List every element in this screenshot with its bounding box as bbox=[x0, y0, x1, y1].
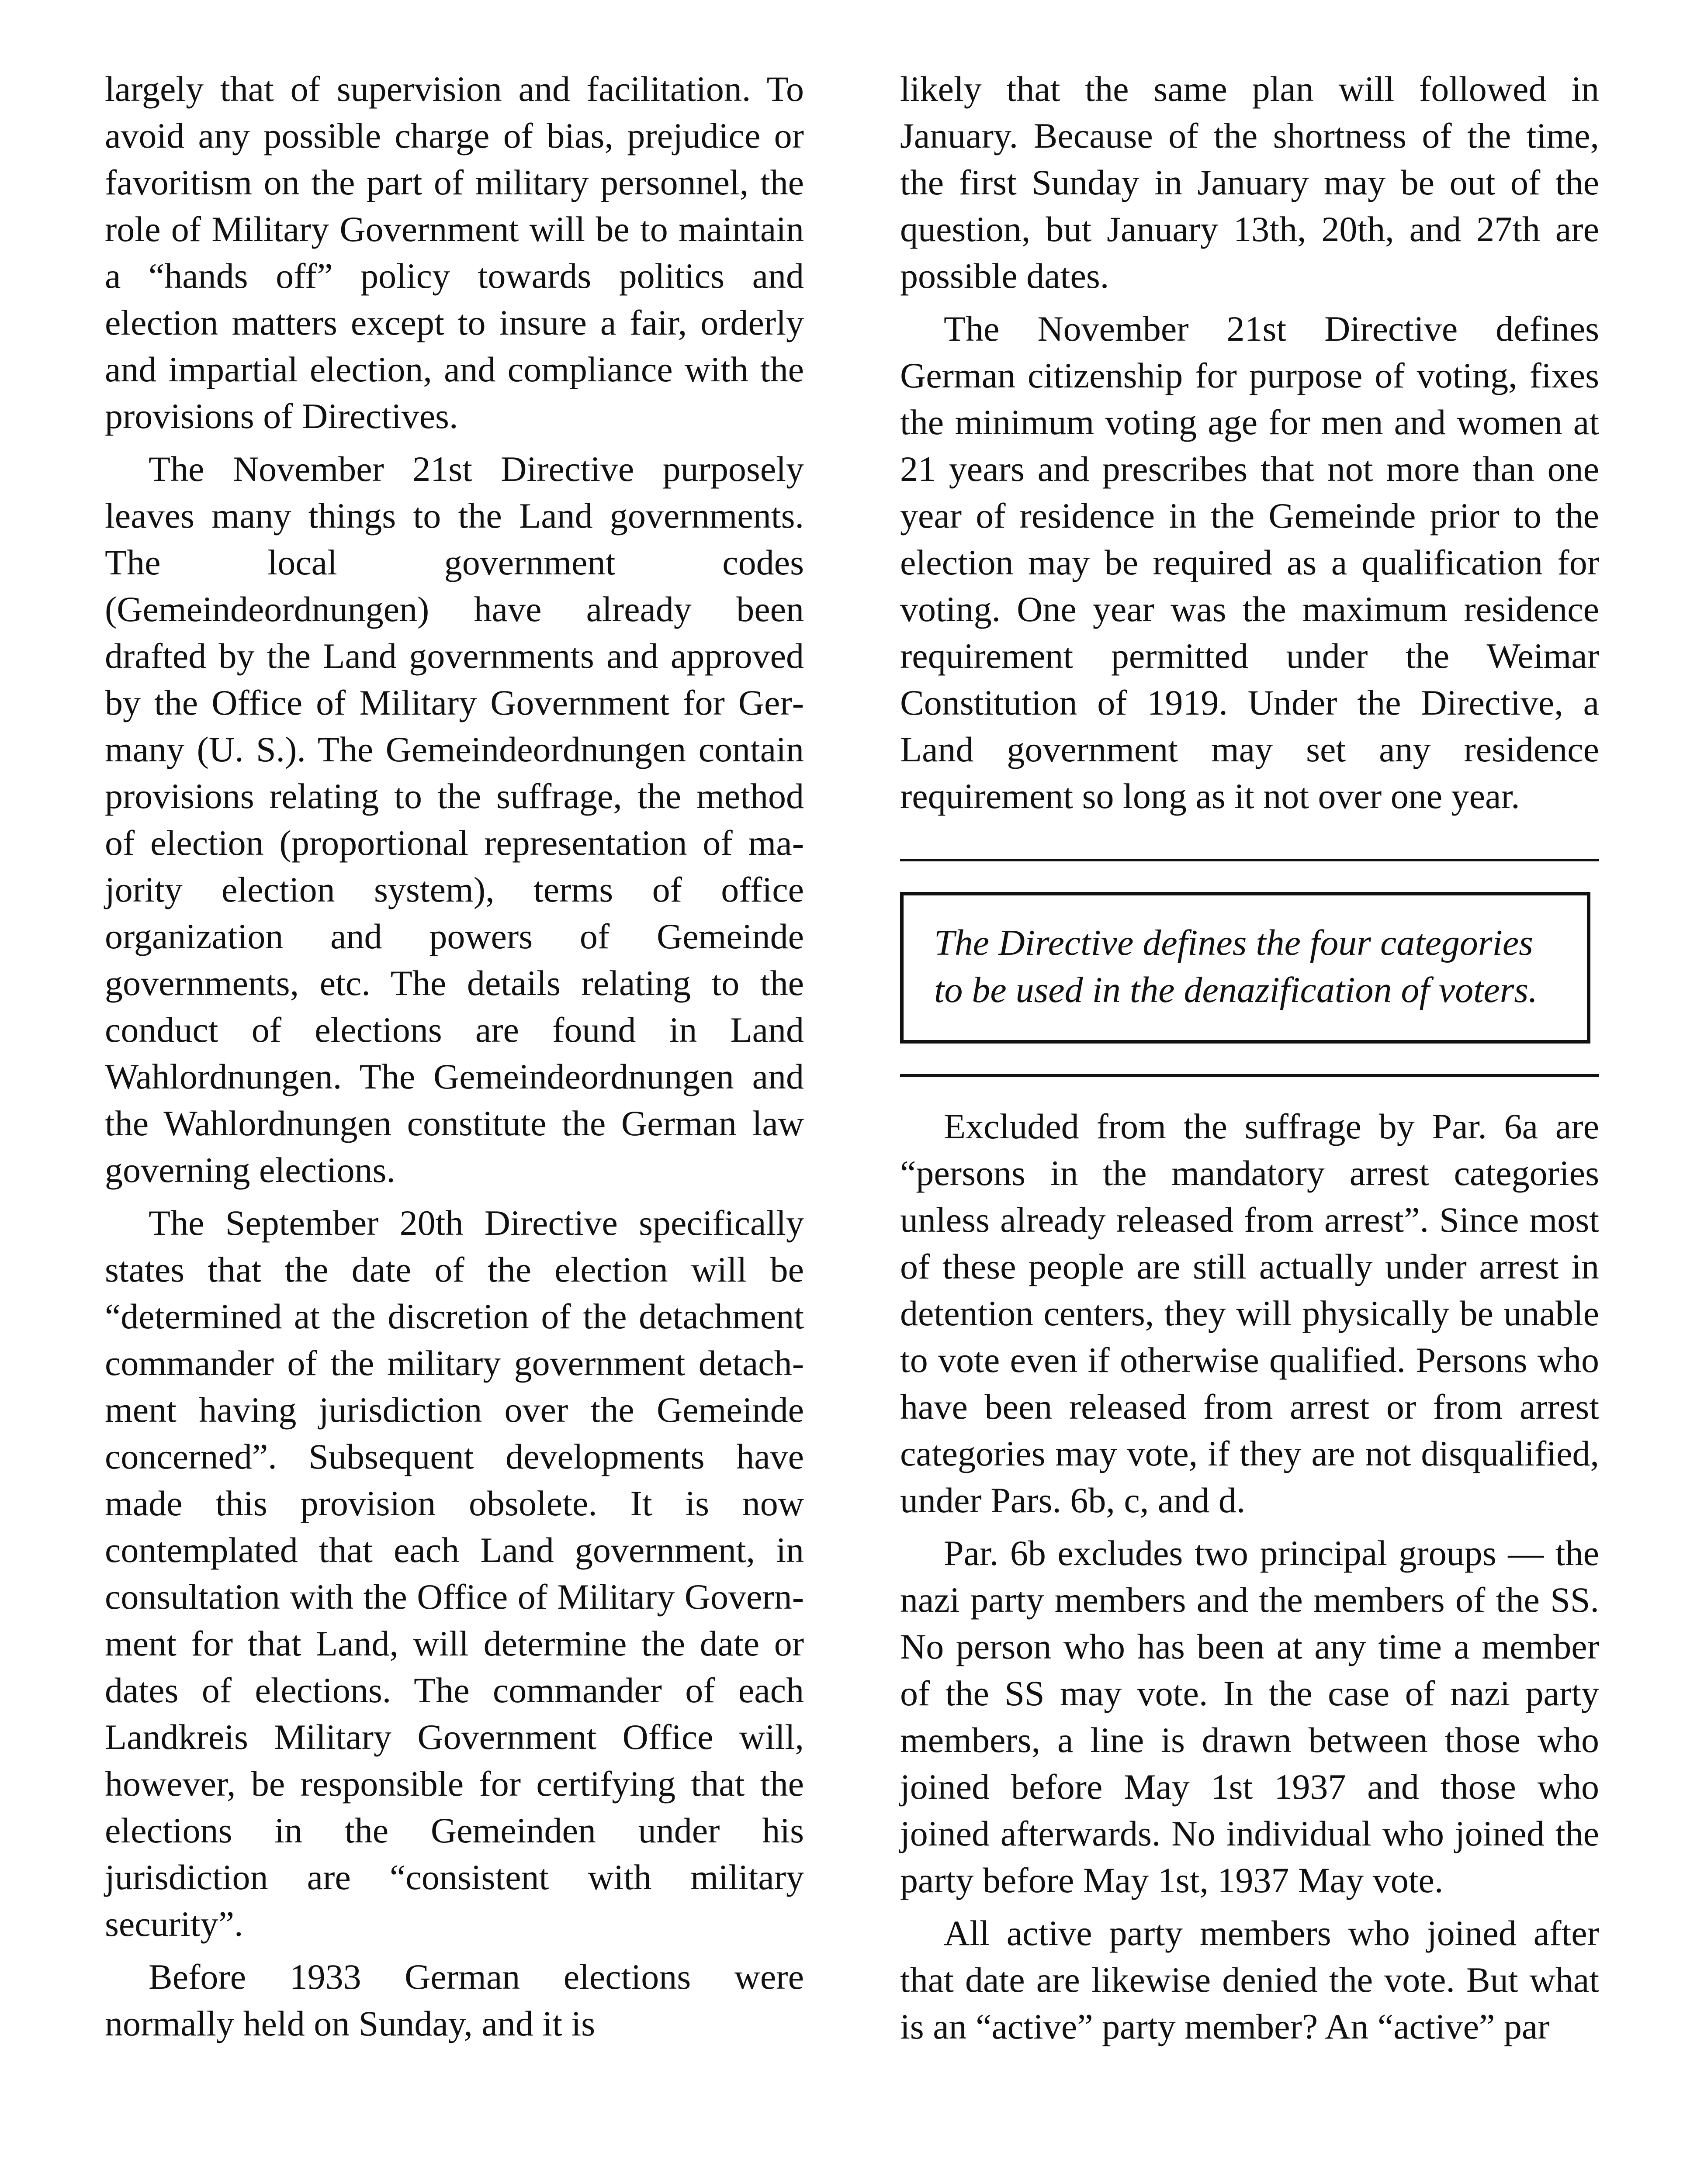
paragraph: Par. 6b excludes two principal groups — the nazi party members and the members of the SS. No person who has been at any time a member of the SS may vote. In the case of nazi party members, a line is drawn between those who joined before May 1st 1937 and those who joined afterwards. No individual who joined the party before May 1st, 1937 May vote. bbox=[900, 1533, 1599, 1900]
left-column bbox=[105, 66, 804, 2047]
paragraph: The November 21st Directive defines German citizenship for purpose of voting, fixes the minimum voting age for men and women at 21 years and prescribes that not more than one year of residence in the Gemeinde prior to the election may be required as a qualification for voting. One year was the maximum residence requirement permitted under the Weimar Constitution of 1919. Under the Directive, a Land government may set any residence requirement so long as it not over one year. bbox=[900, 309, 1599, 816]
paragraph: All active party members who joined after that date are likewise denied the vote. But what is an “active” party member? An “active” par bbox=[900, 1913, 1599, 2046]
paragraph: The September 20th Directive specifically states that the date of the election will be “determined at the discretion of the detachment commander of the military government detachment having jurisdiction over the Gemeinde concerned”. Subsequent developments have made this provision obsolete. It is now contemplated that each Land government, in consultation with the Office of Military Government for that Land, will determine the date or dates of elections. The commander of each Landkreis Military Government Office will, however, be responsible for certifying that the elections in the Gemeinden under his jurisdiction are “consistent with military security”. bbox=[105, 1203, 804, 1944]
paragraph: largely that of supervision and facilitation. To avoid any possible charge of bias, prejudice or favoritism on the part of military personnel, the role of Military Government will be to maintain a “hands off” policy towards politics and election matters except to insure a fair, orderly and impartial election, and compliance with the provisions of Directives. bbox=[105, 69, 804, 436]
paragraph: Before 1933 German elections were normally held on Sunday, and it is bbox=[105, 1957, 804, 2043]
callout-text: The Directive defines the four categories to be used in the denazification of voters. bbox=[934, 923, 1538, 1010]
paragraph: Excluded from the suffrage by Par. 6a are “persons in the mandatory arrest categories unless already released from arrest”. Since most of these people are still actually under arrest in detention centers, they will physically be unable to vote even if otherwise qualified. Persons who have been released from arrest or from arrest categories may vote, if they are not disqualified, under Pars. 6b, c, and d. bbox=[900, 1106, 1599, 1520]
callout-bottom-rule bbox=[900, 1074, 1599, 1077]
callout-top-rule bbox=[900, 859, 1599, 861]
paragraph: likely that the same plan will followed in January. Because of the shortness of the time, the first Sunday in January may be out of the question, but January 13th, 20th, and 27th are possible dates. bbox=[900, 69, 1599, 296]
right-column bbox=[900, 66, 1599, 2050]
callout-box bbox=[900, 892, 1590, 1044]
paragraph: The November 21st Directive purposely leaves many things to the Land governments. The local government codes (Gemeindeordnungen) have already been drafted by the Land governments and approved by the Office of Military Government for Germany (U. S.). The Gemeindeordnungen contain provisions relating to the suffrage, the method of election (proportional representation of majority election system), terms of office organization and powers of Gemeinde governments, etc. The details relating to the conduct of elections are found in Land Wahlordnungen. The Gemeindeordnungen and the Wahlordnungen constitute the German law governing elections. bbox=[105, 449, 804, 1190]
